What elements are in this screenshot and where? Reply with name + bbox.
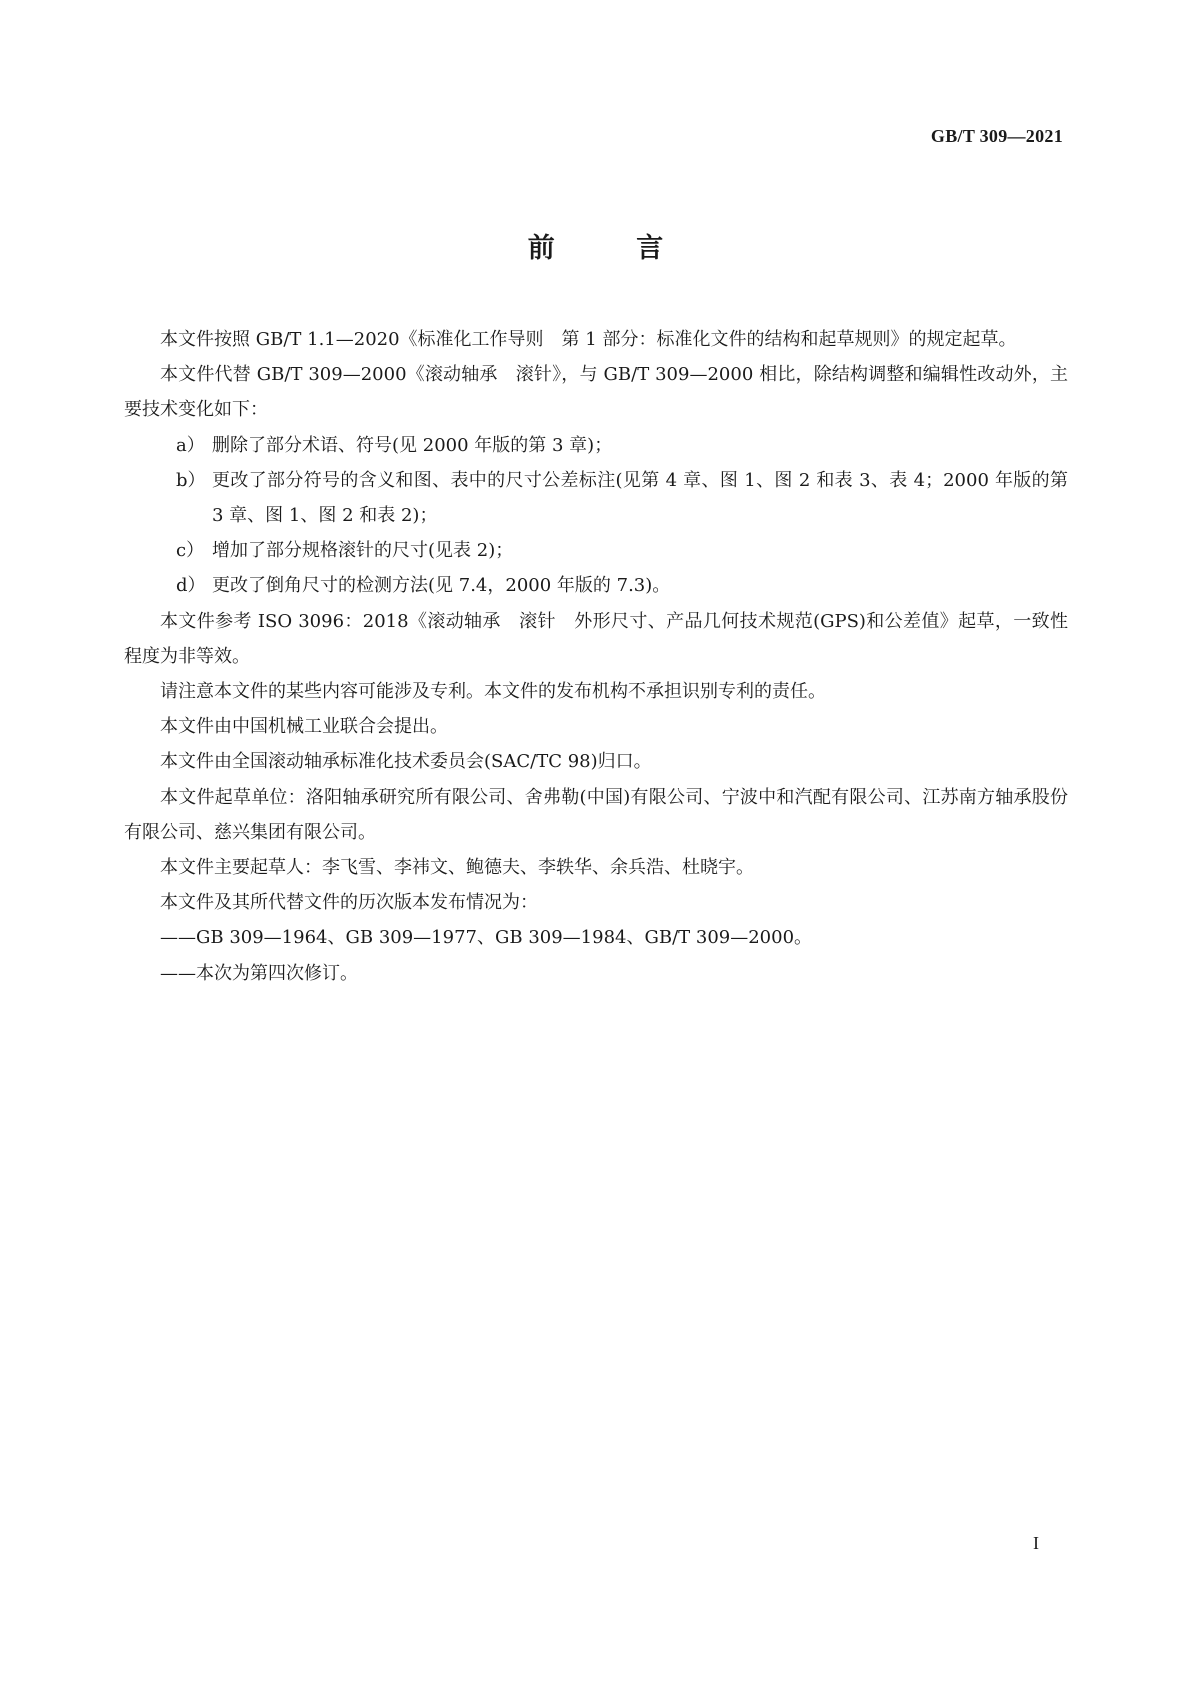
change-item-d <box>124 568 1068 603</box>
page-number: I <box>1033 1533 1039 1553</box>
change-item-text: 更改了部分符号的含义和图、表中的尺寸公差标注(见第 4 章、图 1、图 2 和表 3、表 4；2000 年版的第 3 章、图 1、图 2 和表 2)； <box>212 469 1068 527</box>
paragraph-drafting-rules: 本文件按照 GB/T 1.1—2020《标准化工作导则 第 1 部分：标准化文件的结构和起草规则》的规定起草。 <box>160 329 1017 350</box>
history-item: ——GB 309—1964、GB 309—1977、GB 309—1984、GB/T 309—2000。 <box>160 927 813 949</box>
change-item-label: b） <box>176 469 206 491</box>
change-item-label: c） <box>176 540 205 562</box>
paragraph-patent-notice: 请注意本文件的某些内容可能涉及专利。本文件的发布机构不承担识别专利的责任。 <box>160 681 826 703</box>
change-item-c <box>124 533 1068 568</box>
change-item-text: 删除了部分术语、符号(见 2000 年版的第 3 章)； <box>212 434 613 456</box>
change-item-label: a） <box>176 434 205 456</box>
page-title: 前 言 <box>527 233 700 264</box>
change-item-b <box>124 463 1068 533</box>
change-item-text: 更改了倒角尺寸的检测方法(见 7.4，2000 年版的 7.3)。 <box>212 575 671 597</box>
history-item: ——本次为第四次修订。 <box>160 962 358 984</box>
change-item-text: 增加了部分规格滚针的尺寸(见表 2)； <box>212 540 514 562</box>
paragraph-proposer: 本文件由中国机械工业联合会提出。 <box>160 716 448 738</box>
paragraph-iso-reference: 本文件参考 ISO 3096：2018《滚动轴承 滚针 外形尺寸、产品几何技术规范(GPS)和公差值》起草，一致性程度为非等效。 <box>124 610 1068 667</box>
change-item-label: d） <box>176 575 206 597</box>
paragraph-replacement: 本文件代替 GB/T 309—2000《滚动轴承 滚针》，与 GB/T 309—2000 相比，除结构调整和编辑性改动外，主要技术变化如下： <box>124 364 1068 421</box>
paragraph-drafters: 本文件主要起草人：李飞雪、李祎文、鲍德夫、李轶华、余兵浩、杜晓宇。 <box>160 857 754 879</box>
standard-code: GB/T 309—2021 <box>930 126 1063 146</box>
paragraph-committee: 本文件由全国滚动轴承标准化技术委员会(SAC/TC 98)归口。 <box>160 751 652 773</box>
paragraph-drafting-units: 本文件起草单位：洛阳轴承研究所有限公司、舍弗勒(中国)有限公司、宁波中和汽配有限公司、江苏南方轴承股份有限公司、慈兴集团有限公司。 <box>124 786 1068 843</box>
foreword-body <box>124 322 1068 991</box>
change-item-a <box>124 428 1068 463</box>
paragraph-history-intro: 本文件及其所代替文件的历次版本发布情况为： <box>160 892 538 914</box>
